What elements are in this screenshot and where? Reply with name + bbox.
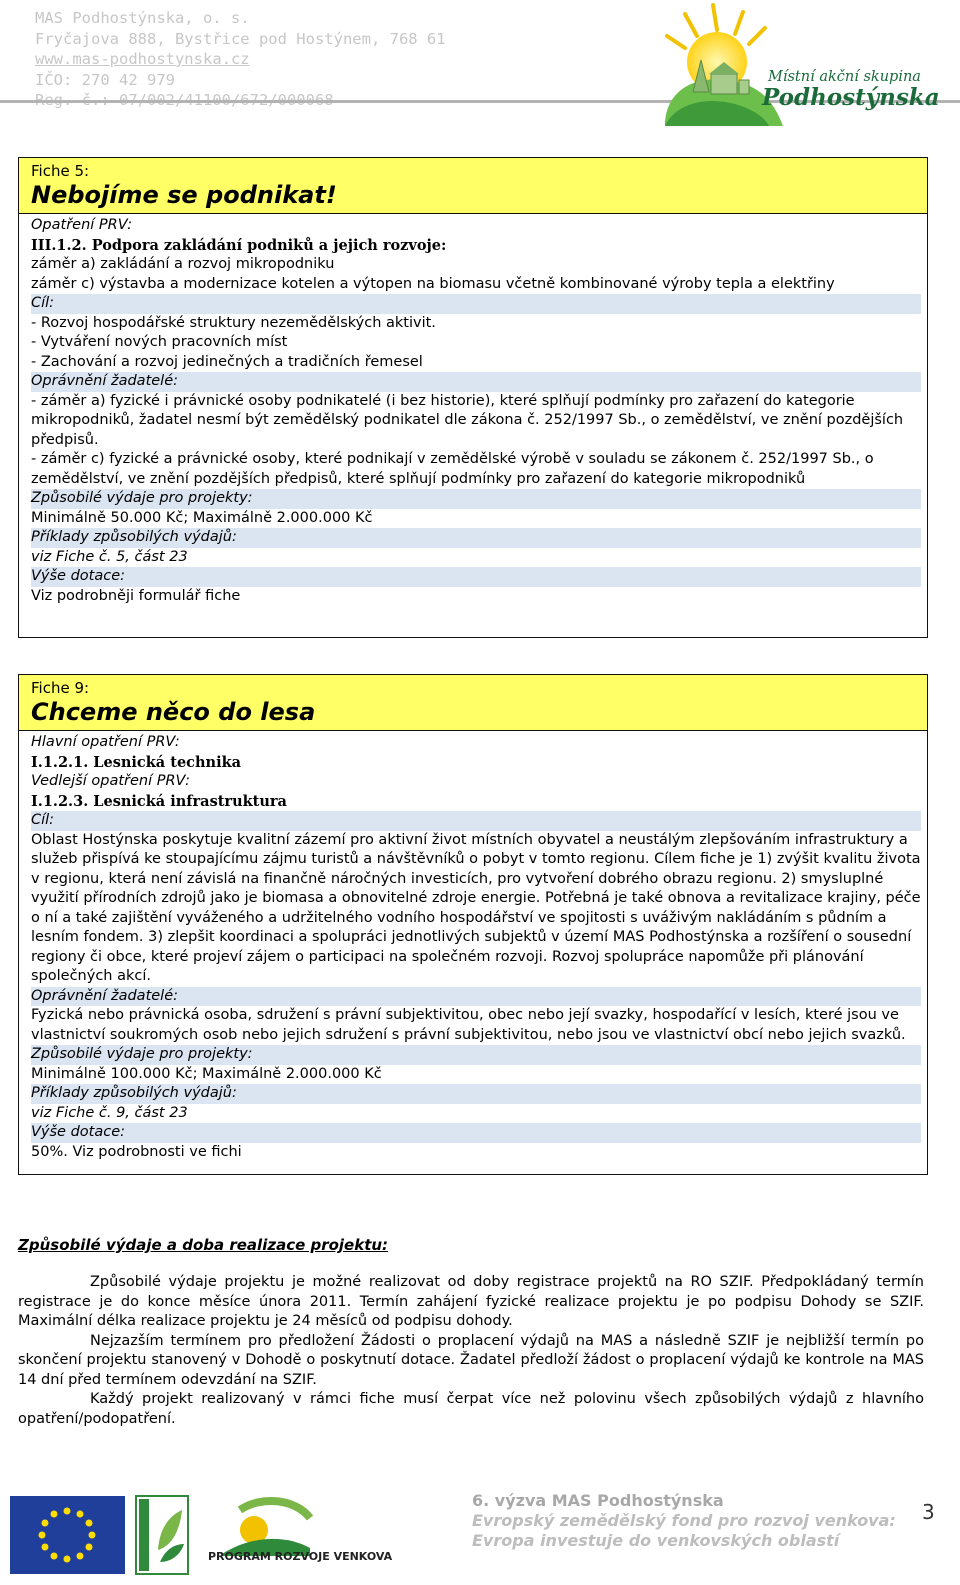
fiche-9-body bbox=[19, 731, 927, 1164]
fiche-5-body bbox=[19, 214, 927, 608]
fiche-5-box bbox=[18, 157, 928, 638]
fiche-5-eligible-a: - záměr a) fyzické i právnické osoby podnikatelé (i bez historie), které splňují podmínky pro zařazení do kategorie mikropodniků, žadatel nesmí být zemědělský podnikatel dle zákona č. 252/1997 Sb., o zemědělství, ve znění pozdějších předpisů. bbox=[31, 392, 904, 448]
footer-title: 6. výzva MAS Podhostýnska bbox=[472, 1491, 724, 1510]
fiche-5-goal-1: - Rozvoj hospodářské struktury nezemědělských aktivit. bbox=[31, 314, 436, 331]
fiche-5-goal-3: - Zachování a rozvoj jedinečných a tradičních řemesel bbox=[31, 353, 423, 370]
fiche-9-eligible-text: Fyzická nebo právnická osoba, sdružení s právní subjektivitou, obec nebo její svazky, hospodařící v lesích, které jsou ve vlastnictví soukromých osob nebo jejich sdružení s právní subjektivitou, nebo jsou ve vlastnictví obcí nebo jejich svazků. bbox=[31, 1007, 906, 1043]
fiche-5-name: Nebojíme se podnikat! bbox=[31, 181, 337, 209]
fiche-9-name: Chceme něco do lesa bbox=[31, 698, 316, 726]
section-paragraph-1: Způsobilé výdaje projektu je možné realizovat od doby registrace projektů na RO SZIF. Předpokládaný termín registrace je do konce měsíce února 2011. Termín zahájení fyzické realizace projektu je po podpisu Dohody se SZIF. Maximální délka realizace projektu je 24 měsíců od podpisu dohody. bbox=[18, 1274, 924, 1329]
fiche-9-subsidy-value: 50%. Viz podrobnosti ve fichi bbox=[31, 1143, 242, 1160]
fiche-5-goal-2: - Vytváření nových pracovních míst bbox=[31, 334, 288, 350]
fiche-5-measure-title: III.1.2. Podpora zakládání podniků a jejich rozvoje: bbox=[31, 236, 447, 254]
fiche-9-main-value: I.1.2.1. Lesnická technika bbox=[31, 753, 242, 771]
fiche-5-measure-label: Opatření PRV: bbox=[31, 217, 133, 233]
org-contact-block bbox=[35, 8, 446, 111]
org-name: MAS Podhostýnska, o. s. bbox=[35, 9, 250, 27]
fiche-5-subsidy-value: Viz podrobněji formulář fiche bbox=[31, 587, 241, 604]
logo-subtitle: Místní akční skupina bbox=[768, 69, 921, 85]
eu-flag-icon bbox=[10, 1496, 125, 1574]
footer-line-1: Evropský zemědělský fond pro rozvoj venkova: bbox=[472, 1511, 896, 1530]
fiche-9-main-label: Hlavní opatření PRV: bbox=[31, 734, 180, 750]
org-ico: IČO: 270 42 979 bbox=[35, 70, 175, 89]
section-paragraph-2: Nejzazším termínem pro předložení Žádosti o proplacení výdajů na MAS a následně SZIF je nejbližší termín po skončení projektu stanovený v Dohodě o poskytnutí dotace. Žadatel předloží žádost o proplacení výdajů ke kontrole na MAS 14 dní před termínem odevzdání na SZIF. bbox=[18, 1332, 924, 1388]
prv-label: PROGRAM ROZVOJE VENKOVA bbox=[208, 1550, 393, 1563]
fiche-5-examples-label: Příklady způsobilých výdajů: bbox=[31, 528, 921, 548]
fiche-9-eligible-label: Oprávnění žadatelé: bbox=[31, 987, 921, 1007]
footer-line-2: Evropa investuje do venkovských oblastí bbox=[472, 1531, 840, 1550]
section-heading: Způsobilé výdaje a doba realizace projektu: bbox=[18, 1236, 389, 1254]
org-web-link[interactable]: www.mas-podhostynska.cz bbox=[35, 50, 250, 68]
fiche-9-title-band bbox=[19, 675, 927, 731]
page-number: 3 bbox=[922, 1500, 935, 1524]
fiche-5-examples-value: viz Fiche č. 5, část 23 bbox=[31, 548, 188, 565]
fiche-9-number: Fiche 9: bbox=[31, 679, 90, 697]
fiche-9-box bbox=[18, 674, 928, 1175]
fiche-9-goal-label: Cíl: bbox=[31, 811, 921, 831]
fiche-5-intent-c: záměr c) výstavba a modernizace kotelen a výtopen na biomasu včetně kombinované výroby tepla a elektřiny bbox=[31, 275, 835, 292]
fiche-5-costs-value: Minimálně 50.000 Kč; Maximálně 2.000.000 Kč bbox=[31, 509, 373, 526]
leader-logo-icon bbox=[136, 1496, 188, 1574]
logo-title: Podhostýnska bbox=[762, 84, 940, 111]
fiche-9-costs-value: Minimálně 100.000 Kč; Maximálně 2.000.000 Kč bbox=[31, 1065, 382, 1082]
fiche-9-examples-value: viz Fiche č. 9, část 23 bbox=[31, 1104, 188, 1121]
fiche-9-costs-label: Způsobilé výdaje pro projekty: bbox=[31, 1045, 921, 1065]
fiche-9-goal-text: Oblast Hostýnska poskytuje kvalitní zázemí pro aktivní život místních obyvatel a neustálým zlepšováním infrastruktury a služeb přispívá ke stoupajícímu zájmu turistů a návštěvníků o pobyt v tomto regionu. Cílem fiche je 1) zvýšit kvalitu života v regionu, která není závislá na finančně náročných investicích, pro vytvoření dobrého obrazu regionu. 2) smysluplné využití přírodních zdrojů jako je biomasa a obnovitelné zdroje energie. Potřebná je také obnova a revitalizace krajiny, péče o ní a také zajištění vyváženého a udržitelného vodního hospodářství ve spojitosti s uváživým nakládáním s půdním a lesním fondem. 3) zlepšit koordinaci a spolupráci jednotlivých subjektů v území MAS Podhostýnska a rozšíření o sousední regiony či obce, které projeví zájem o participaci na společném rozvoji. Rozvoj spolupráce napomůže při plánování společných akcí. bbox=[31, 831, 921, 984]
fiche-9-side-label: Vedlejší opatření PRV: bbox=[31, 773, 190, 789]
fiche-5-costs-label: Způsobilé výdaje pro projekty: bbox=[31, 489, 921, 509]
fiche-5-title-band bbox=[19, 158, 927, 214]
fiche-5-eligible-label: Oprávnění žadatelé: bbox=[31, 372, 921, 392]
fiche-5-goal-label: Cíl: bbox=[31, 294, 921, 314]
fiche-5-number: Fiche 5: bbox=[31, 162, 90, 180]
fiche-9-side-value: I.1.2.3. Lesnická infrastruktura bbox=[31, 792, 287, 810]
section-body bbox=[18, 1273, 924, 1429]
prv-logo-icon bbox=[222, 1501, 310, 1556]
footer-logos bbox=[10, 1490, 380, 1580]
page-header bbox=[0, 0, 960, 111]
fiche-5-eligible-c: - záměr c) fyzické a právnické osoby, které podnikají v zemědělské výrobě v souladu se zákonem č. 252/1997 Sb., o zemědělství, ve znění pozdějších předpisů, které splňují podmínky pro zařazení do kategorie mikropodniků bbox=[31, 451, 874, 487]
fiche-5-intent-a: záměr a) zakládání a rozvoj mikropodniku bbox=[31, 256, 335, 272]
fiche-5-subsidy-label: Výše dotace: bbox=[31, 567, 921, 587]
section-paragraph-3: Každý projekt realizovaný v rámci fiche musí čerpat více než polovinu všech způsobilých výdajů z hlavního opatření/podopatření. bbox=[18, 1391, 924, 1427]
fiche-9-examples-label: Příklady způsobilých výdajů: bbox=[31, 1084, 921, 1104]
org-address: Fryčajova 888, Bystřice pod Hostýnem, 768 61 bbox=[35, 29, 446, 48]
fiche-9-subsidy-label: Výše dotace: bbox=[31, 1123, 921, 1143]
